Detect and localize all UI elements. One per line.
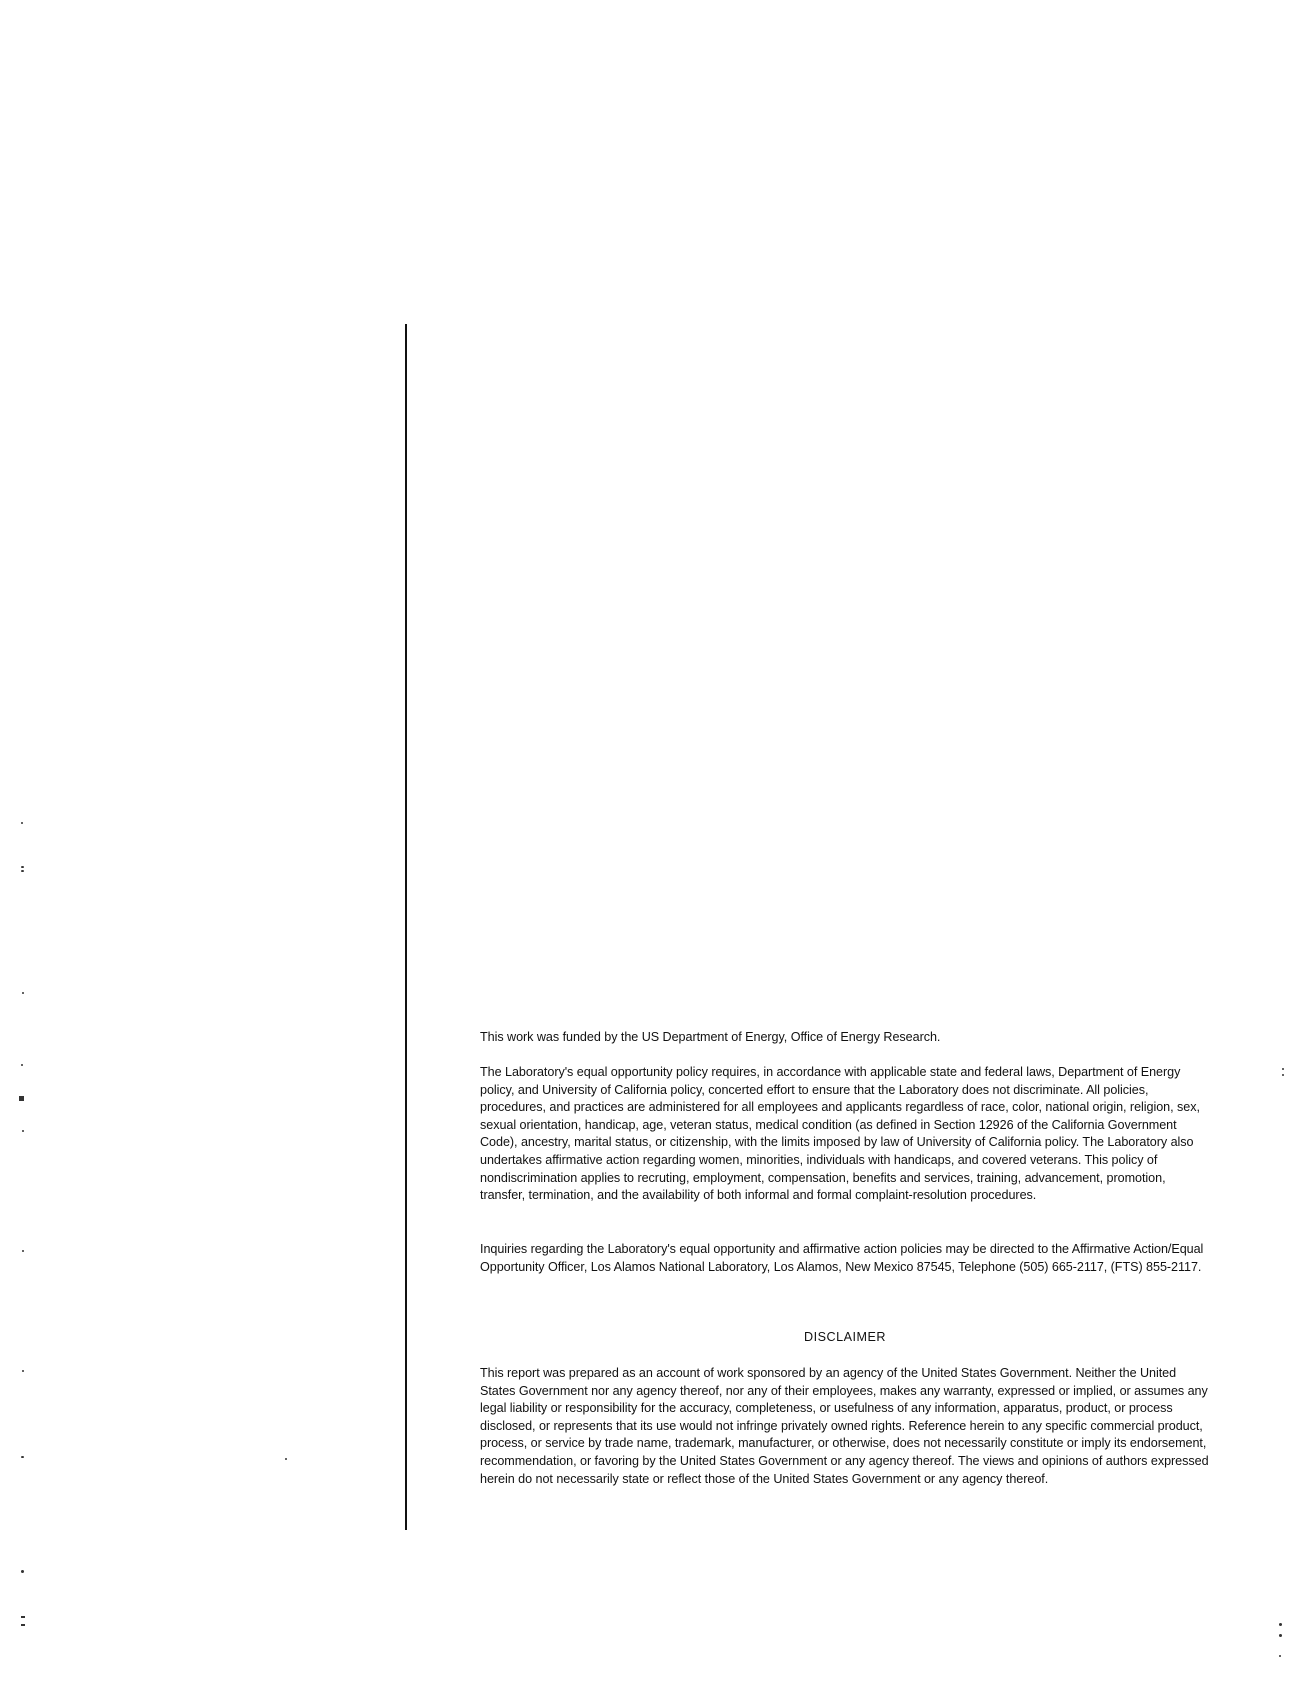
scan-speck bbox=[1279, 1655, 1281, 1657]
equal-opportunity-policy bbox=[480, 1064, 1210, 1205]
scan-speck bbox=[21, 1624, 25, 1626]
funding-text: This work was funded by the US Department of Energy, Office of Energy Research. bbox=[480, 1030, 941, 1044]
scan-speck bbox=[21, 1456, 24, 1458]
scan-speck bbox=[21, 1064, 23, 1066]
funding-statement bbox=[480, 1029, 1210, 1047]
scan-speck bbox=[21, 1616, 25, 1618]
scan-speck bbox=[1279, 1623, 1282, 1626]
scan-speck bbox=[21, 822, 23, 824]
scan-speck bbox=[1282, 1068, 1284, 1070]
scan-speck bbox=[21, 870, 24, 872]
inquiries-text: Inquiries regarding the Laboratory's equal opportunity and affirmative action policies may be directed to the Affirmative Action/Equal Opportunity Officer, Los Alamos National Laboratory, Los Alamos, New Mexico 87545, Telephone (505) 665-2117, (FTS) 855-2117. bbox=[480, 1242, 1204, 1274]
inquiries-paragraph bbox=[480, 1241, 1210, 1276]
scan-speck bbox=[19, 1096, 24, 1101]
scan-speck bbox=[1279, 1634, 1282, 1637]
scan-speck bbox=[1282, 1074, 1284, 1076]
scan-speck bbox=[22, 992, 24, 994]
scan-speck bbox=[285, 1458, 287, 1460]
eeo-policy-text: The Laboratory's equal opportunity policy requires, in accordance with applicable state and federal laws, Department of Energy policy, and University of California policy, concerted effort to ensure that the Laboratory does not discriminate. All policies, procedures, and practices are administered for all employees and applicants regardless of race, color, national origin, religion, sex, sexual orientation, handicap, age, veteran status, medical condition (as defined in Section 12926 of the California Government Code), ancestry, marital status, or citizenship, with the limits imposed by law of University of California policy. The Laboratory also undertakes affirmative action regarding women, minorities, individuals with handicaps, and covered veterans. This policy of nondiscrimination applies to recruting, employment, compensation, benefits and services, training, advancement, promotion, transfer, termination, and the availability of both informal and formal complaint-resolution procedures. bbox=[480, 1065, 1200, 1203]
scan-speck bbox=[22, 1370, 24, 1372]
margin-rule bbox=[405, 324, 407, 1530]
disclaimer-text: This report was prepared as an account of work sponsored by an agency of the United States Government. Neither the United States Government nor any agency thereof, nor any of their employees, makes any warranty, expressed or implied, or assumes any legal liability or responsibility for the accuracy, completeness, or usefulness of any information, apparatus, product, or process disclosed, or represents that its use would not infringe privately owned rights. Reference herein to any specific commercial product, process, or service by trade name, trademark, manufacturer, or otherwise, does not necessarily constitute or imply its endorsement, recommendation, or favoring by the United States Government or any agency thereof. The views and opinions of authors expressed herein do not necessarily state or reflect those of the United States Government or any agency thereof. bbox=[480, 1366, 1209, 1486]
scan-speck bbox=[21, 866, 24, 868]
scan-speck bbox=[22, 1130, 24, 1132]
scan-speck bbox=[21, 1570, 24, 1573]
disclaimer-heading: DISCLAIMER bbox=[804, 1330, 886, 1344]
scan-speck bbox=[22, 1250, 24, 1252]
disclaimer-body bbox=[480, 1365, 1210, 1488]
